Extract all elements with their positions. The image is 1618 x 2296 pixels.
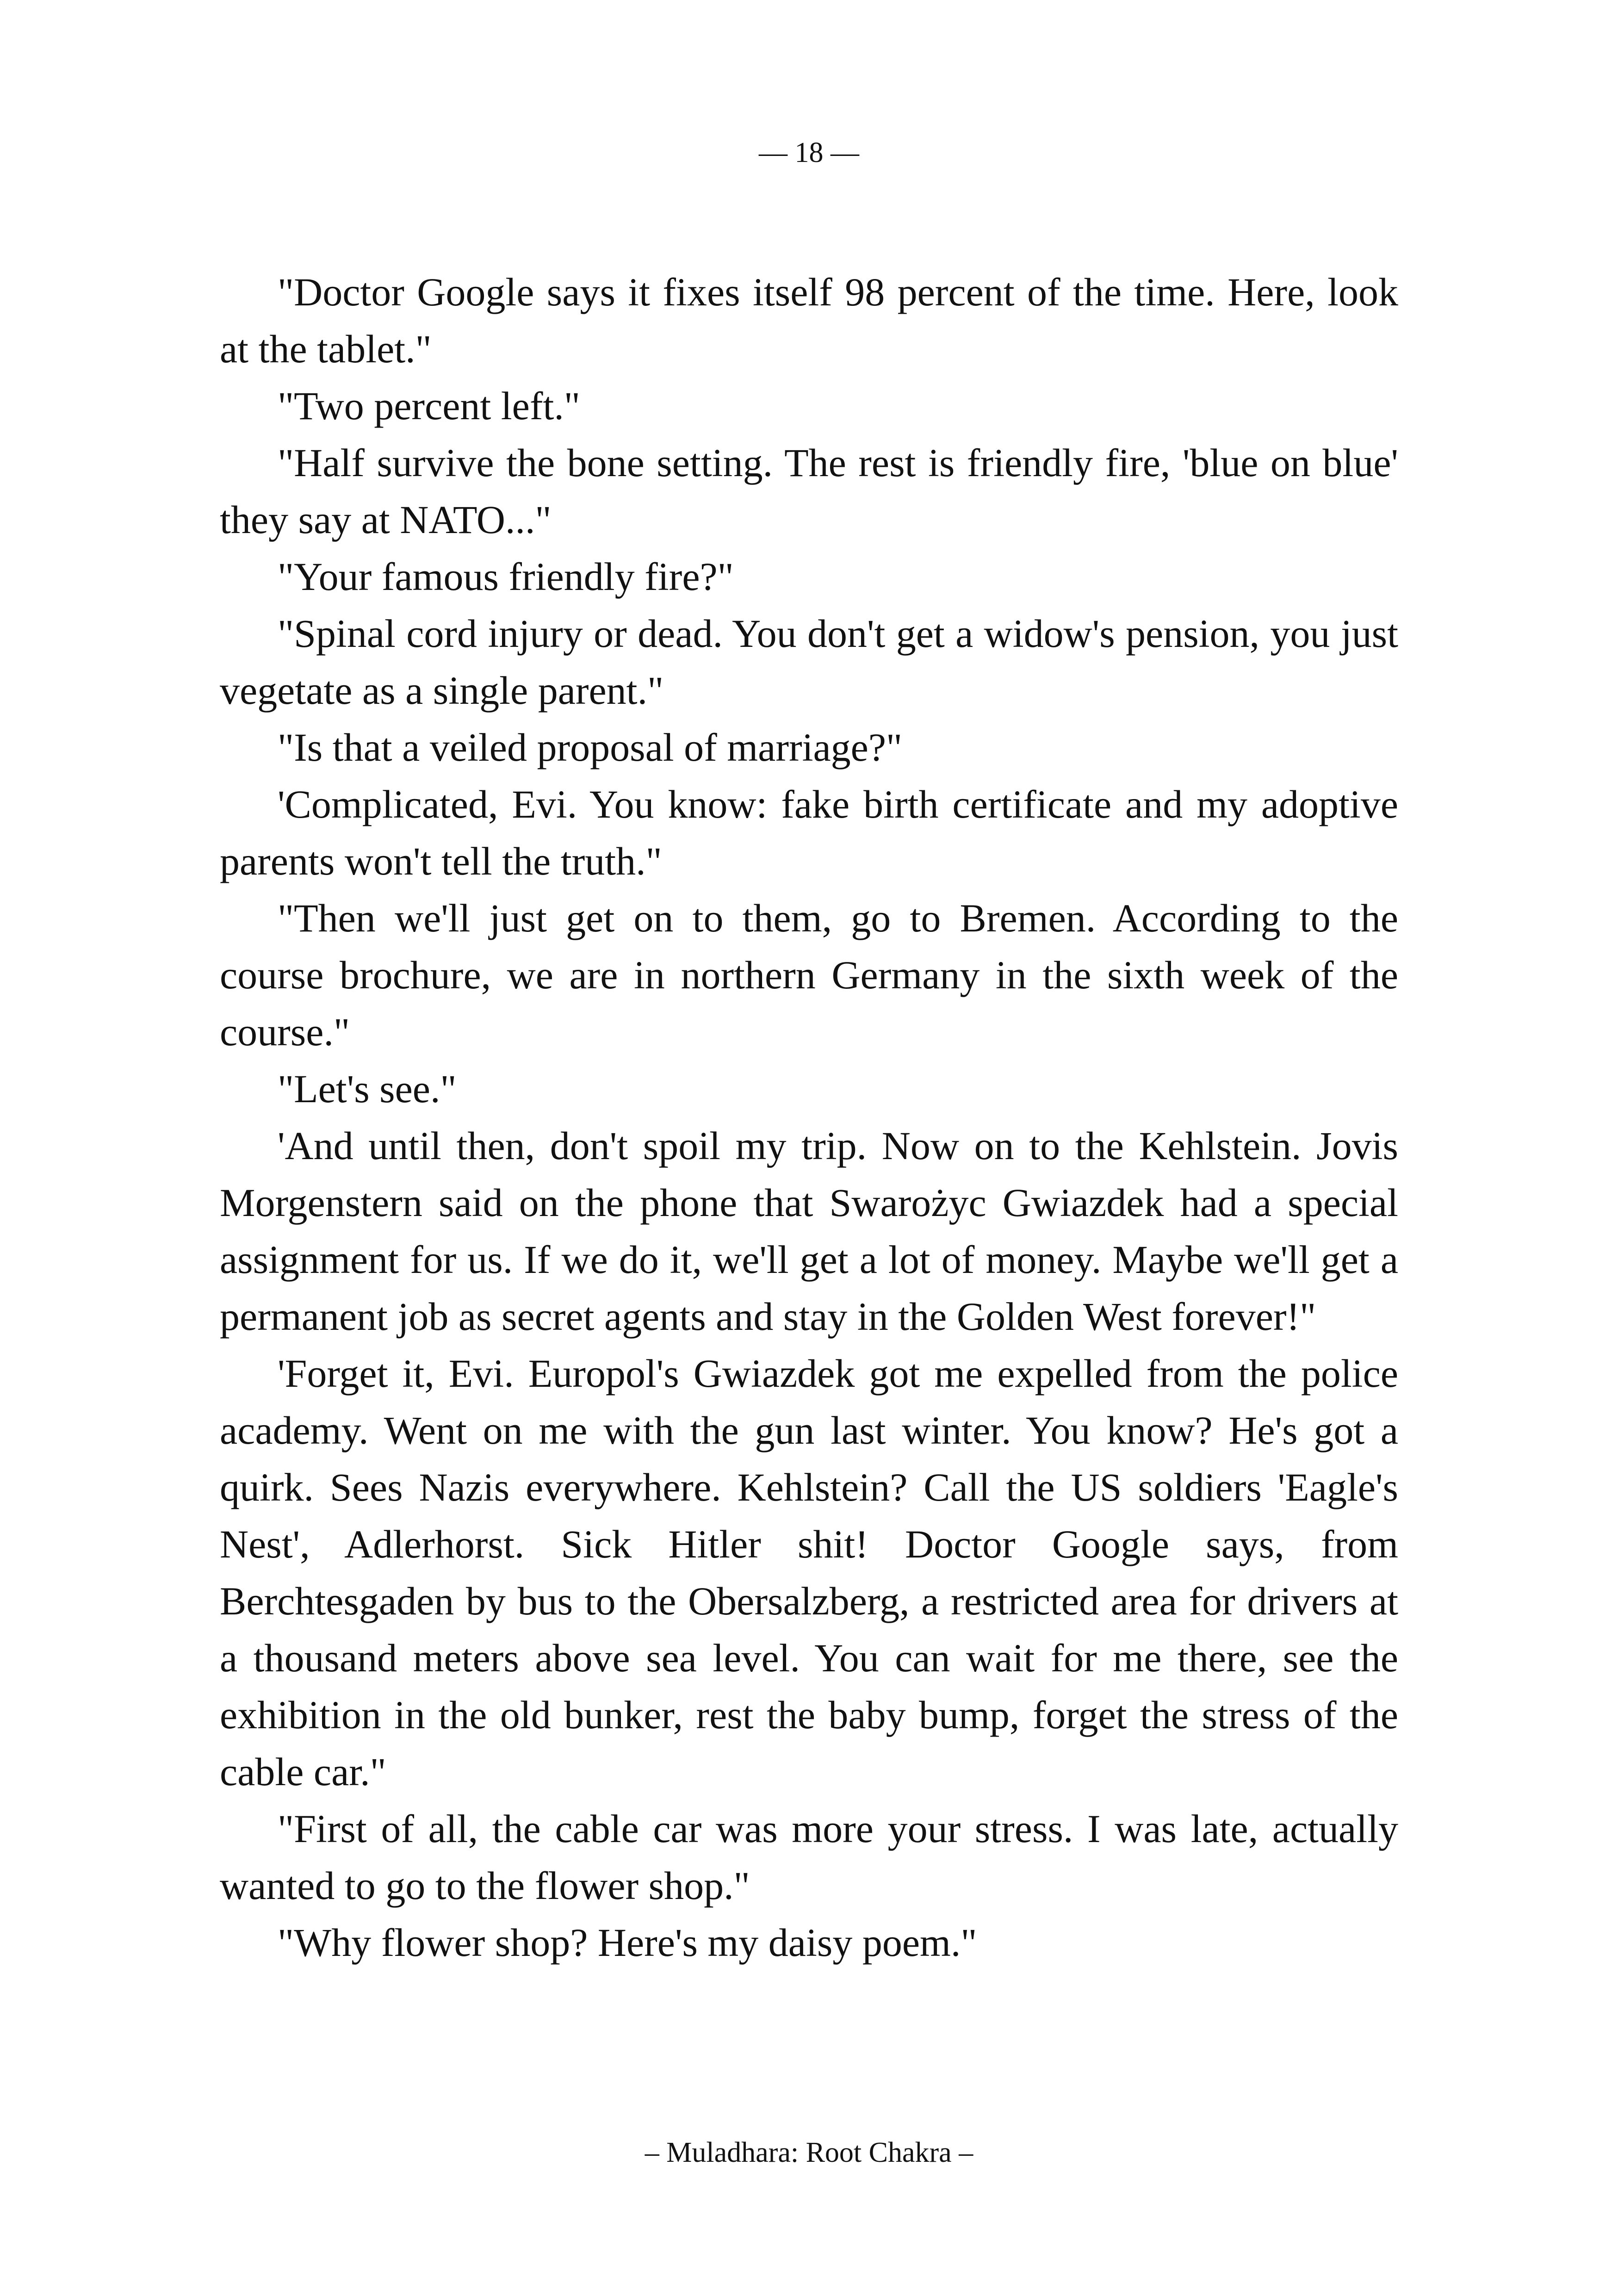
paragraph: "Spinal cord injury or dead. You don't get a widow's pension, you just vegetate as a single parent." [220,611,1398,713]
paragraph: "First of all, the cable car was more your stress. I was late, actually wanted to go to the flower shop." [220,1806,1398,1908]
paragraph: "Then we'll just get on to them, go to Bremen. According to the course brochure, we are in northern Germany in the sixth week of the course." [220,896,1398,1054]
paragraph: 'Complicated, Evi. You know: fake birth certificate and my adoptive parents won't tell the truth." [220,782,1398,883]
paragraph: "Why flower shop? Here's my daisy poem." [278,1920,977,1965]
paragraph: "Doctor Google says it fixes itself 98 percent of the time. Here, look at the tablet." [220,270,1398,371]
page-number: — 18 — [759,137,859,168]
paragraph: "Your famous friendly fire?" [278,554,734,599]
paragraph: 'And until then, don't spoil my trip. Now on to the Kehlstein. Jovis Morgenstern said on the phone that Swarożyc Gwiazdek had a special assignment for us. If we do it, we'll get a lot of money. Maybe we'll get a permanent job as secret agents and stay in the Golden West forever!" [220,1123,1398,1339]
paragraph: 'Forget it, Evi. Europol's Gwiazdek got me expelled from the police academy. Went on me with the gun last winter. You know? He's got a quirk. Sees Nazis everywhere. Kehlstein? Call the US soldiers 'Eagle's Nest', Adlerhorst. Sick Hitler shit! Doctor Google says, from Berchtesgaden by bus to the Obersalzberg, a restricted area for drivers at a thousand meters above sea level. You can wait for me there, see the exhibition in the old bunker, rest the baby bump, forget the stress of the cable car." [220,1351,1398,1794]
running-footer: – Muladhara: Root Chakra – [645,2137,973,2168]
paragraph: "Two percent left." [278,384,580,428]
paragraph: "Let's see." [278,1067,457,1111]
paragraph: "Half survive the bone setting. The rest is friendly fire, 'blue on blue' they say at NATO..." [220,441,1398,542]
paragraph: "Is that a veiled proposal of marriage?" [278,725,903,769]
body-text [220,264,1398,1971]
